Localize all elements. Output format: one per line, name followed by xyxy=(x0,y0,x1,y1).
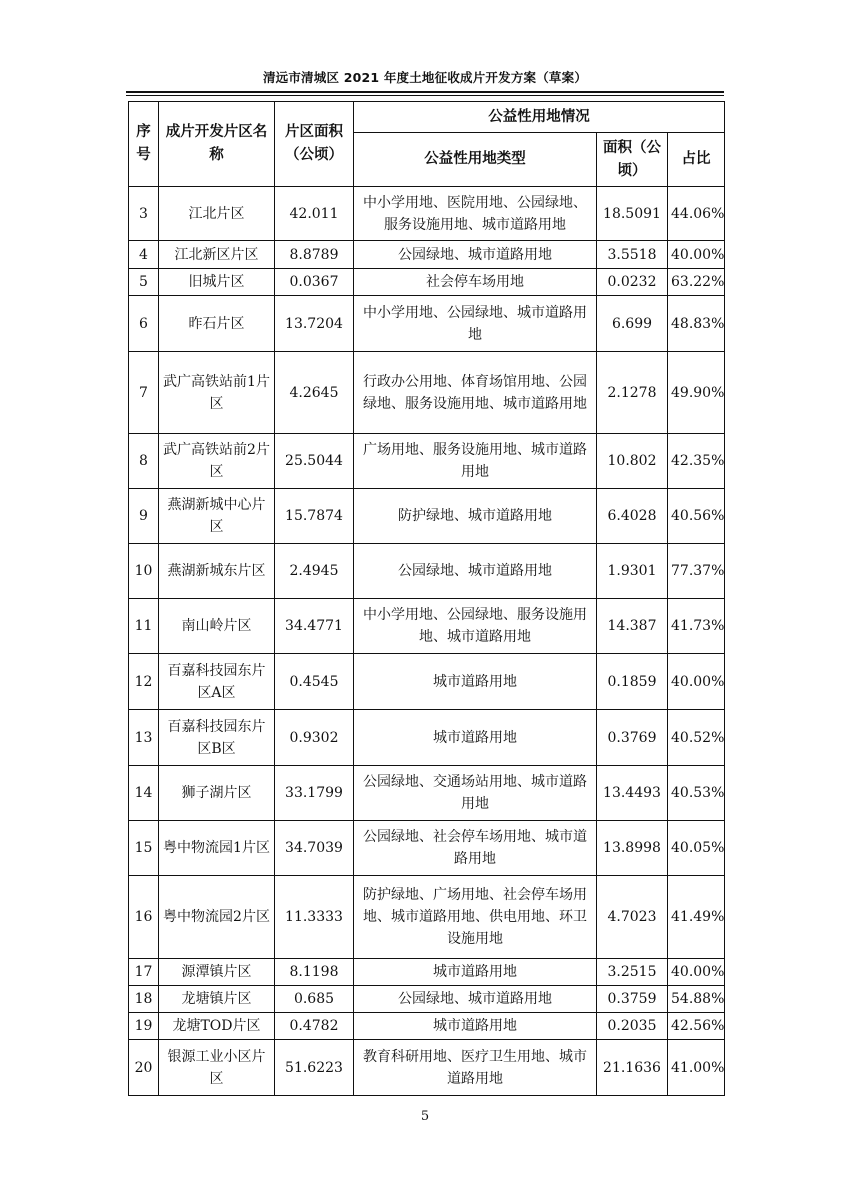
row-area: 8.8789 xyxy=(275,241,354,269)
header-public-group: 公益性用地情况 xyxy=(354,102,725,133)
row-name: 龙塘TOD片区 xyxy=(159,1013,275,1040)
header-rule-thin xyxy=(126,95,724,96)
row-seq: 15 xyxy=(129,821,159,876)
row-public-type: 广场用地、服务设施用地、城市道路用地 xyxy=(354,434,597,489)
table-row xyxy=(129,269,725,296)
row-seq: 9 xyxy=(129,489,159,544)
row-name: 武广高铁站前1片区 xyxy=(159,352,275,434)
row-ratio: 40.52% xyxy=(668,710,725,766)
row-name: 南山岭片区 xyxy=(159,599,275,654)
row-seq: 17 xyxy=(129,959,159,986)
row-name: 粤中物流园1片区 xyxy=(159,821,275,876)
table-row xyxy=(129,766,725,821)
row-ratio: 41.00% xyxy=(668,1040,725,1096)
table-row xyxy=(129,710,725,766)
row-seq: 11 xyxy=(129,599,159,654)
table-row xyxy=(129,187,725,241)
row-area: 0.9302 xyxy=(275,710,354,766)
header-ratio: 占比 xyxy=(668,133,725,187)
land-table xyxy=(128,101,725,1096)
row-seq: 10 xyxy=(129,544,159,599)
row-name: 粤中物流园2片区 xyxy=(159,876,275,959)
row-area: 15.7874 xyxy=(275,489,354,544)
table-row xyxy=(129,352,725,434)
row-public-type: 社会停车场用地 xyxy=(354,269,597,296)
row-public-type: 城市道路用地 xyxy=(354,1013,597,1040)
row-area: 2.4945 xyxy=(275,544,354,599)
row-ratio: 77.37% xyxy=(668,544,725,599)
header-public-type: 公益性用地类型 xyxy=(354,133,597,187)
row-seq: 5 xyxy=(129,269,159,296)
row-name: 龙塘镇片区 xyxy=(159,986,275,1013)
row-public-area: 6.4028 xyxy=(597,489,668,544)
row-public-type: 城市道路用地 xyxy=(354,654,597,710)
table-row xyxy=(129,241,725,269)
row-area: 51.6223 xyxy=(275,1040,354,1096)
table-row xyxy=(129,654,725,710)
row-ratio: 54.88% xyxy=(668,986,725,1013)
row-seq: 14 xyxy=(129,766,159,821)
row-area: 42.011 xyxy=(275,187,354,241)
row-name: 百嘉科技园东片区B区 xyxy=(159,710,275,766)
row-ratio: 42.35% xyxy=(668,434,725,489)
row-area: 13.7204 xyxy=(275,296,354,352)
row-seq: 7 xyxy=(129,352,159,434)
table-row xyxy=(129,876,725,959)
table-row xyxy=(129,489,725,544)
row-public-type: 城市道路用地 xyxy=(354,710,597,766)
row-public-area: 6.699 xyxy=(597,296,668,352)
row-name: 旧城片区 xyxy=(159,269,275,296)
row-public-area: 21.1636 xyxy=(597,1040,668,1096)
row-area: 34.7039 xyxy=(275,821,354,876)
row-public-type: 公园绿地、城市道路用地 xyxy=(354,241,597,269)
row-ratio: 42.56% xyxy=(668,1013,725,1040)
header-name: 成片开发片区名称 xyxy=(159,102,275,187)
row-name: 武广高铁站前2片区 xyxy=(159,434,275,489)
row-public-area: 2.1278 xyxy=(597,352,668,434)
row-name: 江北新区片区 xyxy=(159,241,275,269)
row-name: 狮子湖片区 xyxy=(159,766,275,821)
row-area: 8.1198 xyxy=(275,959,354,986)
row-public-type: 中小学用地、公园绿地、城市道路用地 xyxy=(354,296,597,352)
row-name: 燕湖新城中心片区 xyxy=(159,489,275,544)
row-public-type: 教育科研用地、医疗卫生用地、城市道路用地 xyxy=(354,1040,597,1096)
table-row xyxy=(129,434,725,489)
header-seq: 序号 xyxy=(129,102,159,187)
row-public-type: 中小学用地、公园绿地、服务设施用地、城市道路用地 xyxy=(354,599,597,654)
row-name: 燕湖新城东片区 xyxy=(159,544,275,599)
row-area: 25.5044 xyxy=(275,434,354,489)
row-public-area: 0.3759 xyxy=(597,986,668,1013)
row-public-area: 0.2035 xyxy=(597,1013,668,1040)
row-ratio: 41.73% xyxy=(668,599,725,654)
row-name: 百嘉科技园东片区A区 xyxy=(159,654,275,710)
row-area: 33.1799 xyxy=(275,766,354,821)
table-row xyxy=(129,599,725,654)
header-rule xyxy=(126,91,724,93)
row-public-area: 13.4493 xyxy=(597,766,668,821)
row-public-area: 18.5091 xyxy=(597,187,668,241)
row-public-area: 10.802 xyxy=(597,434,668,489)
row-seq: 19 xyxy=(129,1013,159,1040)
table-row xyxy=(129,544,725,599)
row-ratio: 40.00% xyxy=(668,959,725,986)
row-ratio: 44.06% xyxy=(668,187,725,241)
table-row xyxy=(129,959,725,986)
row-ratio: 49.90% xyxy=(668,352,725,434)
row-public-area: 0.0232 xyxy=(597,269,668,296)
row-public-area: 14.387 xyxy=(597,599,668,654)
row-public-type: 行政办公用地、体育场馆用地、公园绿地、服务设施用地、城市道路用地 xyxy=(354,352,597,434)
row-seq: 4 xyxy=(129,241,159,269)
row-ratio: 41.49% xyxy=(668,876,725,959)
row-area: 34.4771 xyxy=(275,599,354,654)
row-public-type: 城市道路用地 xyxy=(354,959,597,986)
row-name: 江北片区 xyxy=(159,187,275,241)
row-ratio: 40.56% xyxy=(668,489,725,544)
row-area: 11.3333 xyxy=(275,876,354,959)
row-seq: 16 xyxy=(129,876,159,959)
row-area: 0.0367 xyxy=(275,269,354,296)
row-name: 源潭镇片区 xyxy=(159,959,275,986)
table-row xyxy=(129,1040,725,1096)
row-seq: 6 xyxy=(129,296,159,352)
row-public-type: 防护绿地、城市道路用地 xyxy=(354,489,597,544)
row-public-area: 3.2515 xyxy=(597,959,668,986)
table-row xyxy=(129,296,725,352)
row-seq: 13 xyxy=(129,710,159,766)
row-name: 银源工业小区片区 xyxy=(159,1040,275,1096)
row-public-area: 1.9301 xyxy=(597,544,668,599)
row-name: 昨石片区 xyxy=(159,296,275,352)
row-ratio: 40.00% xyxy=(668,654,725,710)
row-ratio: 40.05% xyxy=(668,821,725,876)
row-public-area: 4.7023 xyxy=(597,876,668,959)
page-number: 5 xyxy=(420,1109,430,1124)
page-header-title: 清远市清城区 2021 年度土地征收成片开发方案（草案） xyxy=(262,70,588,85)
row-ratio: 63.22% xyxy=(668,269,725,296)
row-public-area: 0.1859 xyxy=(597,654,668,710)
row-seq: 12 xyxy=(129,654,159,710)
row-public-area: 0.3769 xyxy=(597,710,668,766)
row-ratio: 40.00% xyxy=(668,241,725,269)
row-public-type: 公园绿地、社会停车场用地、城市道路用地 xyxy=(354,821,597,876)
header-area: 片区面积（公顷） xyxy=(275,102,354,187)
row-seq: 20 xyxy=(129,1040,159,1096)
row-public-type: 中小学用地、医院用地、公园绿地、服务设施用地、城市道路用地 xyxy=(354,187,597,241)
row-public-type: 公园绿地、交通场站用地、城市道路用地 xyxy=(354,766,597,821)
row-area: 0.685 xyxy=(275,986,354,1013)
row-ratio: 48.83% xyxy=(668,296,725,352)
row-seq: 3 xyxy=(129,187,159,241)
row-area: 0.4782 xyxy=(275,1013,354,1040)
row-public-type: 公园绿地、城市道路用地 xyxy=(354,986,597,1013)
row-area: 4.2645 xyxy=(275,352,354,434)
row-public-area: 13.8998 xyxy=(597,821,668,876)
row-ratio: 40.53% xyxy=(668,766,725,821)
row-public-area: 3.5518 xyxy=(597,241,668,269)
table-row xyxy=(129,1013,725,1040)
row-public-type: 公园绿地、城市道路用地 xyxy=(354,544,597,599)
header-public-area: 面积（公顷） xyxy=(597,133,668,187)
table-row xyxy=(129,986,725,1013)
row-seq: 8 xyxy=(129,434,159,489)
row-seq: 18 xyxy=(129,986,159,1013)
row-public-type: 防护绿地、广场用地、社会停车场用地、城市道路用地、供电用地、环卫设施用地 xyxy=(354,876,597,959)
table-row xyxy=(129,821,725,876)
row-area: 0.4545 xyxy=(275,654,354,710)
